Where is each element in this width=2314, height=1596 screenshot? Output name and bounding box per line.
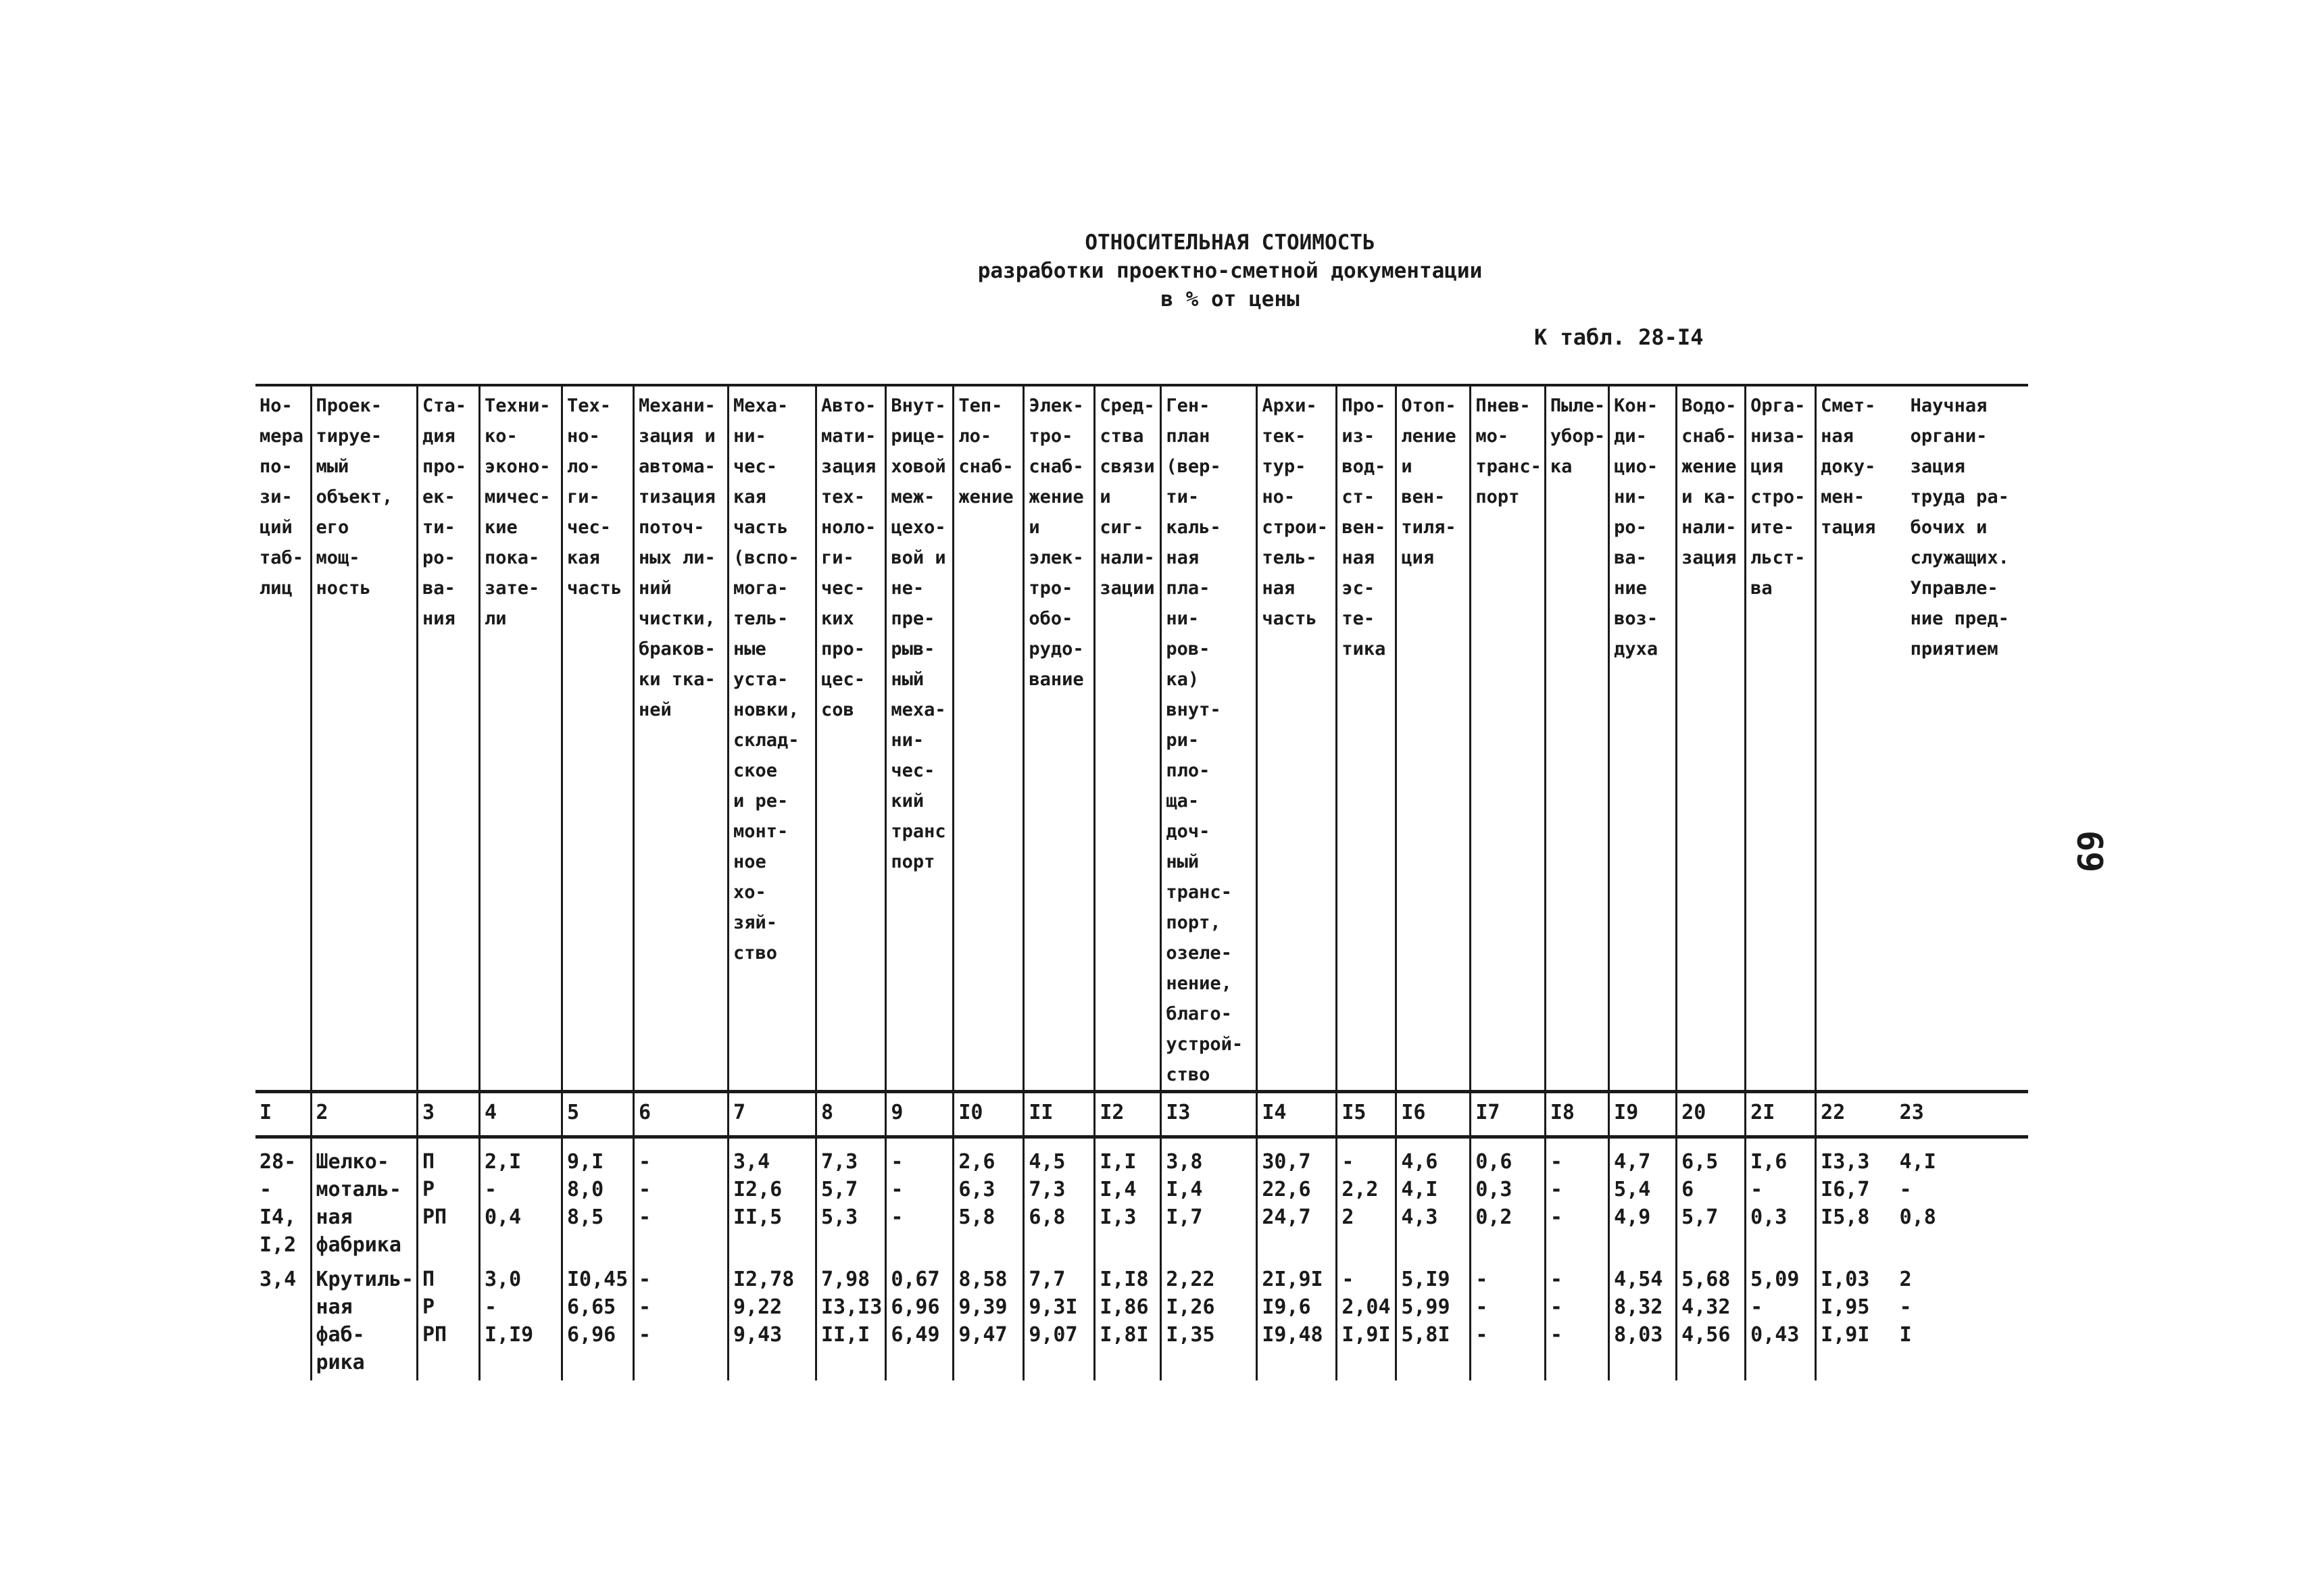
table-cell: - 2,04 I,9I [1337,1262,1396,1380]
column-header-21: Орга- низа- ция стро- ите- льст- ва [1746,385,1816,1092]
column-number-17: I7 [1471,1092,1546,1137]
table-cell: I3,3 I6,7 I5,8 [1816,1137,1896,1262]
table-cell: 4,6 4,I 4,3 [1396,1137,1471,1262]
table-cell: - - - [1545,1262,1608,1380]
column-number-6: 6 [634,1092,729,1137]
table-cell: I,03 I,95 I,9I [1816,1262,1896,1380]
table-header-row [255,385,2028,1092]
table-cell: 4,54 8,32 8,03 [1609,1262,1677,1380]
table-cell: 2 - I [1899,1268,1912,1347]
column-number-16: I6 [1396,1092,1471,1137]
table-cell: 3,0 - I,I9 [480,1262,562,1380]
table-cell: - - - [634,1262,729,1380]
column-number-11: II [1024,1092,1095,1137]
column-number-23: 23 [1896,1092,2028,1137]
column-number-3: 3 [418,1092,480,1137]
column-number-row [255,1092,2028,1137]
column-header-6: Механи- зация и автома- тизация поточ- ных ли- ний чистки, браков- ки тка- ней [634,385,729,1092]
table-cell: 2,6 6,3 5,8 [954,1137,1024,1262]
table-cell: 3,8 I,4 I,7 [1161,1137,1257,1262]
table-cell: 4,5 7,3 6,8 [1024,1137,1095,1262]
column-header-22: Смет- ная доку- мен- тация [1816,385,1896,1092]
table-cell: 5,68 4,32 4,56 [1677,1262,1746,1380]
table-cell: 5,09 - 0,43 [1746,1262,1816,1380]
table-cell: П Р РП [418,1137,480,1262]
column-header-12: Сред- ства связи и сиг- нали- зации [1095,385,1161,1092]
title-line-3: в % от цены [1160,287,1300,311]
table-row [255,1262,2028,1380]
column-header-7: Меха- ни- чес- кая часть (вспо- мога- тель- ные уста- новки, склад- ское и ре- монт- ное хо- зяй- ство [729,385,816,1092]
table-cell: 0,67 6,96 6,49 [886,1262,954,1380]
table-cell: - - - [1471,1262,1546,1380]
table-cell: 2,22 I,26 I,35 [1161,1262,1257,1380]
column-number-1: I [255,1092,311,1137]
title-line-1: ОТНОСИТЕЛЬНАЯ СТОИМОСТЬ [1085,230,1375,255]
table-cell: 0,6 0,3 0,2 [1471,1137,1546,1262]
column-header-20: Водо- снаб- жение и ка- нали- зация [1677,385,1746,1092]
column-header-3: Ста- дия про- ек- ти- ро- ва- ния [418,385,480,1092]
column-header-16: Отоп- ление и вен- тиля- ция [1396,385,1471,1092]
column-header-18: Пыле- убор- ка [1545,385,1608,1092]
column-header-17: Пнев- мо- транс- порт [1471,385,1546,1092]
column-number-4: 4 [480,1092,562,1137]
table-cell: I,I8 I,86 I,8I [1095,1262,1161,1380]
table-cell: - - - [886,1137,954,1262]
table-cell: 28- -I4, I,2 [260,1150,297,1257]
table-cell: 2,I - 0,4 [480,1137,562,1262]
title-line-2: разработки проектно-сметной документации [977,259,1483,283]
table-cell: - - - [634,1137,729,1262]
column-header-8: Авто- мати- зация тех- ноло- ги- чес- ких про- цес- сов [816,385,886,1092]
column-number-20: 20 [1677,1092,1746,1137]
table-cell: I,6 - 0,3 [1746,1137,1816,1262]
column-header-9: Внут- рице- ховой меж- цехо- вой и не- пре- рыв- ный меха- ни- чес- кий транс порт [886,385,954,1092]
table-cell: 6,5 6 5,7 [1677,1137,1746,1262]
table-cell: П Р РП [418,1262,480,1380]
table-reference: К табл. 28-I4 [1534,324,1704,350]
column-number-5: 5 [562,1092,634,1137]
table-cell: 9,I 8,0 8,5 [562,1137,634,1262]
column-number-9: 9 [886,1092,954,1137]
column-header-19: Кон- ди- цио- ни- ро- ва- ние воз- духа [1609,385,1677,1092]
column-header-23: Научная органи- зация труда ра- бочих и служащих. Управле- ние пред- приятием [1896,385,2028,1092]
table-cell: I,I I,4 I,3 [1095,1137,1161,1262]
document-title [933,228,1527,314]
table-cell: I2,78 9,22 9,43 [729,1262,816,1380]
column-number-18: I8 [1545,1092,1608,1137]
column-number-14: I4 [1257,1092,1337,1137]
column-header-2: Проек- тируе- мый объект, его мощ- ность [311,385,418,1092]
cost-table [255,384,2028,1380]
table-cell: 30,7 22,6 24,7 [1257,1137,1337,1262]
column-header-5: Тех- но- ло- ги- чес- кая часть [562,385,634,1092]
table-cell: 7,3 5,7 5,3 [816,1137,886,1262]
table-cell: 3,4 I2,6 II,5 [729,1137,816,1262]
column-header-1: Но- мера по- зи- ций таб- лиц [255,385,311,1092]
table-cell: 5,I9 5,99 5,8I [1396,1262,1471,1380]
table-cell: 3,4 [260,1268,297,1291]
column-header-11: Элек- тро- снаб- жение и элек- тро- обо- рудо- вание [1024,385,1095,1092]
table-cell: 2I,9I I9,6 I9,48 [1257,1262,1337,1380]
table-cell: 4,7 5,4 4,9 [1609,1137,1677,1262]
table-cell: Шелко- моталь- ная фабрика [311,1137,418,1262]
column-number-10: I0 [954,1092,1024,1137]
table-cell: 7,7 9,3I 9,07 [1024,1262,1095,1380]
column-number-2: 2 [311,1092,418,1137]
table-cell: 8,58 9,39 9,47 [954,1262,1024,1380]
table-row [255,1137,2028,1262]
column-number-13: I3 [1161,1092,1257,1137]
table-cell: - 2,2 2 [1337,1137,1396,1262]
column-number-12: I2 [1095,1092,1161,1137]
table-cell: - - - [1545,1137,1608,1262]
column-number-15: I5 [1337,1092,1396,1137]
table-cell: I0,45 6,65 6,96 [562,1262,634,1380]
column-number-21: 2I [1746,1092,1816,1137]
table-cell: 4,I - 0,8 [1899,1150,1936,1229]
table-cell: Крутиль- ная фаб- рика [311,1262,418,1380]
table-cell: 7,98 I3,I3 II,I [816,1262,886,1380]
column-number-7: 7 [729,1092,816,1137]
column-header-14: Архи- тек- тур- но- строи- тель- ная часть [1257,385,1337,1092]
column-header-10: Теп- ло- снаб- жение [954,385,1024,1092]
column-number-8: 8 [816,1092,886,1137]
column-header-4: Техни- ко- эконо- мичес- кие пока- зате- ли [480,385,562,1092]
column-header-13: Ген- план (вер- ти- каль- ная пла- ни- ров- ка) внут- ри- пло- ща- доч- ный транс- порт, озеле- нение, благо- устрой- ство [1161,385,1257,1092]
page-number: 69 [2069,830,2110,873]
column-number-22: 22 [1816,1092,1896,1137]
column-number-19: I9 [1609,1092,1677,1137]
column-header-15: Про- из- вод- ст- вен- ная эс- те- тика [1337,385,1396,1092]
